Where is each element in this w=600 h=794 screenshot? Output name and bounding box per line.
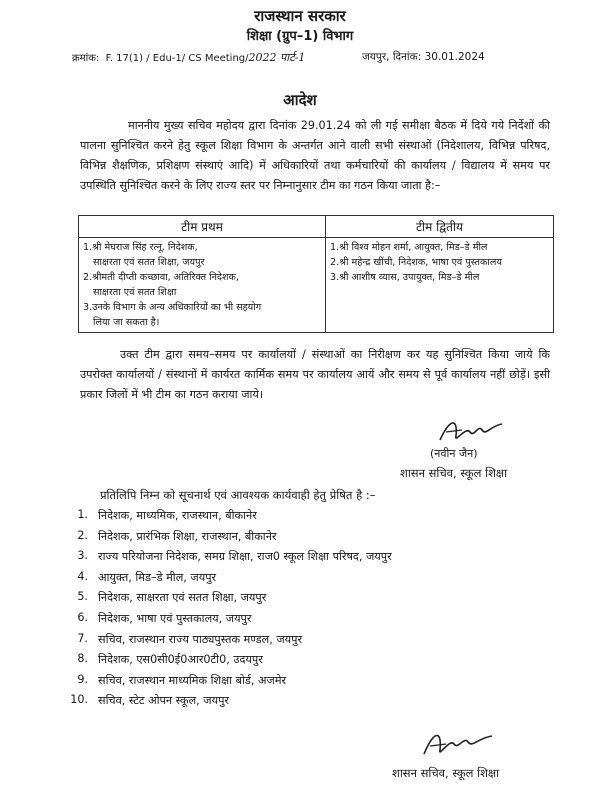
list-item-number: 9. — [77, 672, 88, 686]
teams-table — [78, 215, 554, 333]
handwritten-signature-icon — [436, 414, 506, 448]
list-item-number: 10. — [70, 693, 88, 707]
teams-table-header-row — [79, 216, 554, 238]
list-item — [60, 652, 540, 673]
list-item — [60, 549, 540, 570]
list-item — [60, 611, 540, 632]
list-item-text: सचिव, राजस्थान राज्य पाठ्यपुस्तक मण्डल, जयपुर — [98, 632, 303, 646]
list-item-text: सचिव, राजस्थान माध्यमिक शिक्षा बोर्ड, अजमेर — [98, 673, 287, 687]
list-item-text: निदेशक, भाषा एवं पुस्तकालय, जयपुर — [98, 611, 252, 625]
org-name: राजस्थान सरकार — [254, 7, 346, 25]
list-item — [60, 570, 540, 591]
order-title: आदेश — [283, 91, 317, 109]
list-item-number: 5. — [77, 590, 88, 604]
list-item — [60, 632, 540, 653]
list-item-number: 8. — [77, 652, 88, 666]
distribution-list — [60, 508, 540, 714]
team-first-members — [79, 238, 326, 333]
list-item-text: निदेशक, माध्यमिक, राजस्थान, बीकानेर — [98, 509, 257, 522]
team1-line: साक्षरता एवं सतत शिक्षा — [93, 287, 177, 298]
list-item — [60, 590, 540, 611]
list-item-number: 4. — [77, 569, 88, 583]
ref-code: F. 17(1) / Edu-1/ CS Meeting/ — [105, 53, 249, 64]
list-item — [60, 693, 540, 714]
list-item-text: निदेशक, प्रारंभिक शिक्षा, राजस्थान, बीकानेर — [98, 529, 277, 543]
list-item-number: 7. — [77, 631, 88, 645]
list-item-text: निदेशक, साक्षरता एवं सतत शिक्षा, जयपुर — [98, 591, 267, 605]
paragraph-1-rest: गये निर्देशों की पालना सुनिश्चित करने हेतु स्कूल शिक्षा विभाग के अन्तर्गत आने वाली सभी संस्थाओं (निदेशालय, विभिन्न परिषद, विभिन्न शैक्षणिक, प्रशिक्षण संस्थाएं आदि) में अधिकारियों तथा कर्मचारियों की कार्यालय / विद्यालय में समय पर उपस्थिति सुनिश्चित करने के लिए राज्य स्तर पर निम्नानुसार टीम का गठन किया जाता है:– — [80, 119, 550, 192]
team1-line: साक्षरता एवं सतत शिक्षा, जयपुर — [93, 257, 205, 268]
list-item — [60, 508, 540, 529]
team-first-header: टीम प्रथम — [79, 216, 326, 238]
team-second-members — [326, 238, 554, 333]
team-second-header: टीम द्वितीय — [326, 216, 554, 238]
team2-line: 2.श्री महेन्द्र खींची, निदेशक, भाषा एवं पुस्तकालय — [330, 257, 502, 268]
team1-line: 2.श्रीमती दीप्ती कच्छावा, अतिरिक्त निदेशक, — [83, 272, 239, 283]
team1-line: 3.उनके विभाग के अन्य अधिकारियों का भी सहयोग — [83, 302, 262, 313]
order-paragraph-2: उक्त टीम द्वारा समय–समय पर कार्यालयों / संस्थाओं का निरीक्षण कर यह सुनिश्चित किया जाये कि उपरोक्त कार्यालयों / संस्थानों में कार्यरत कार्मिक समय पर कार्यालय आयें और समय से पूर्व कार्यालय नहीं छोड़ें। इसी प्रकार जिलों में भी टीम का गठन कराया जाये। — [80, 348, 550, 401]
list-item — [60, 673, 540, 694]
list-item-text: राज्य परियोजना निदेशक, समग्र शिक्षा, राज0 स्कूल शिक्षा परिषद, जयपुर — [98, 550, 392, 564]
team2-line: 3.श्री आशीष व्यास, उपायुक्त, मिड–डे मील — [330, 272, 480, 283]
team1-line: लिया जा सकता है। — [93, 317, 160, 328]
signature-mark-2 — [418, 724, 498, 770]
ref-handwritten: 2022 पार्ट-1 — [248, 51, 306, 64]
list-item-text: आयुक्त, मिड–डे मील, जयपुर — [98, 570, 217, 584]
ref-label: क्रमांक: — [72, 53, 100, 64]
list-item-number: 1. — [77, 508, 88, 521]
team2-line: 1.श्री विश्व मोहन शर्मा, आयुक्त, मिड–डे मील — [330, 242, 488, 253]
signatory-designation: शासन सचिव, स्कूल शिक्षा — [400, 466, 508, 480]
department-name: शिक्षा (ग्रुप–1) विभाग — [246, 29, 354, 44]
place-date: जयपुर, दिनांक: 30.01.2024 — [362, 51, 485, 63]
handwritten-signature-icon — [418, 724, 498, 764]
copy-to-heading: प्रतिलिपि निम्न को सूचनार्थ एवं आवश्यक कार्यवाही हेतु प्रेषित है :– — [100, 488, 376, 502]
list-item-text: निदेशक, एस0सी0ई0आर0टी0, उदयपुर — [98, 653, 263, 667]
paragraph-1-line-1: माननीय मुख्य सचिव महोदय द्वारा दिनांक 29.01.24 को ली गई समीक्षा बैठक में दिये — [128, 119, 487, 132]
list-item-number: 3. — [77, 549, 88, 563]
list-item — [60, 529, 540, 550]
team1-line: 1.श्री मेघराज सिंह रत्नू, निदेशक, — [83, 242, 198, 253]
reference-number — [72, 50, 305, 65]
order-paragraph-1 — [80, 116, 550, 196]
signatory-designation-2: शासन सचिव, स्कूल शिक्षा — [392, 766, 500, 780]
list-item-number: 2. — [77, 528, 88, 542]
teams-table-body-row — [79, 238, 554, 333]
list-item-text: सचिव, स्टेट ओपन स्कूल, जयपुर — [98, 694, 230, 708]
list-item-number: 6. — [77, 610, 88, 624]
signatory-name: (नवीन जैन) — [430, 447, 478, 460]
